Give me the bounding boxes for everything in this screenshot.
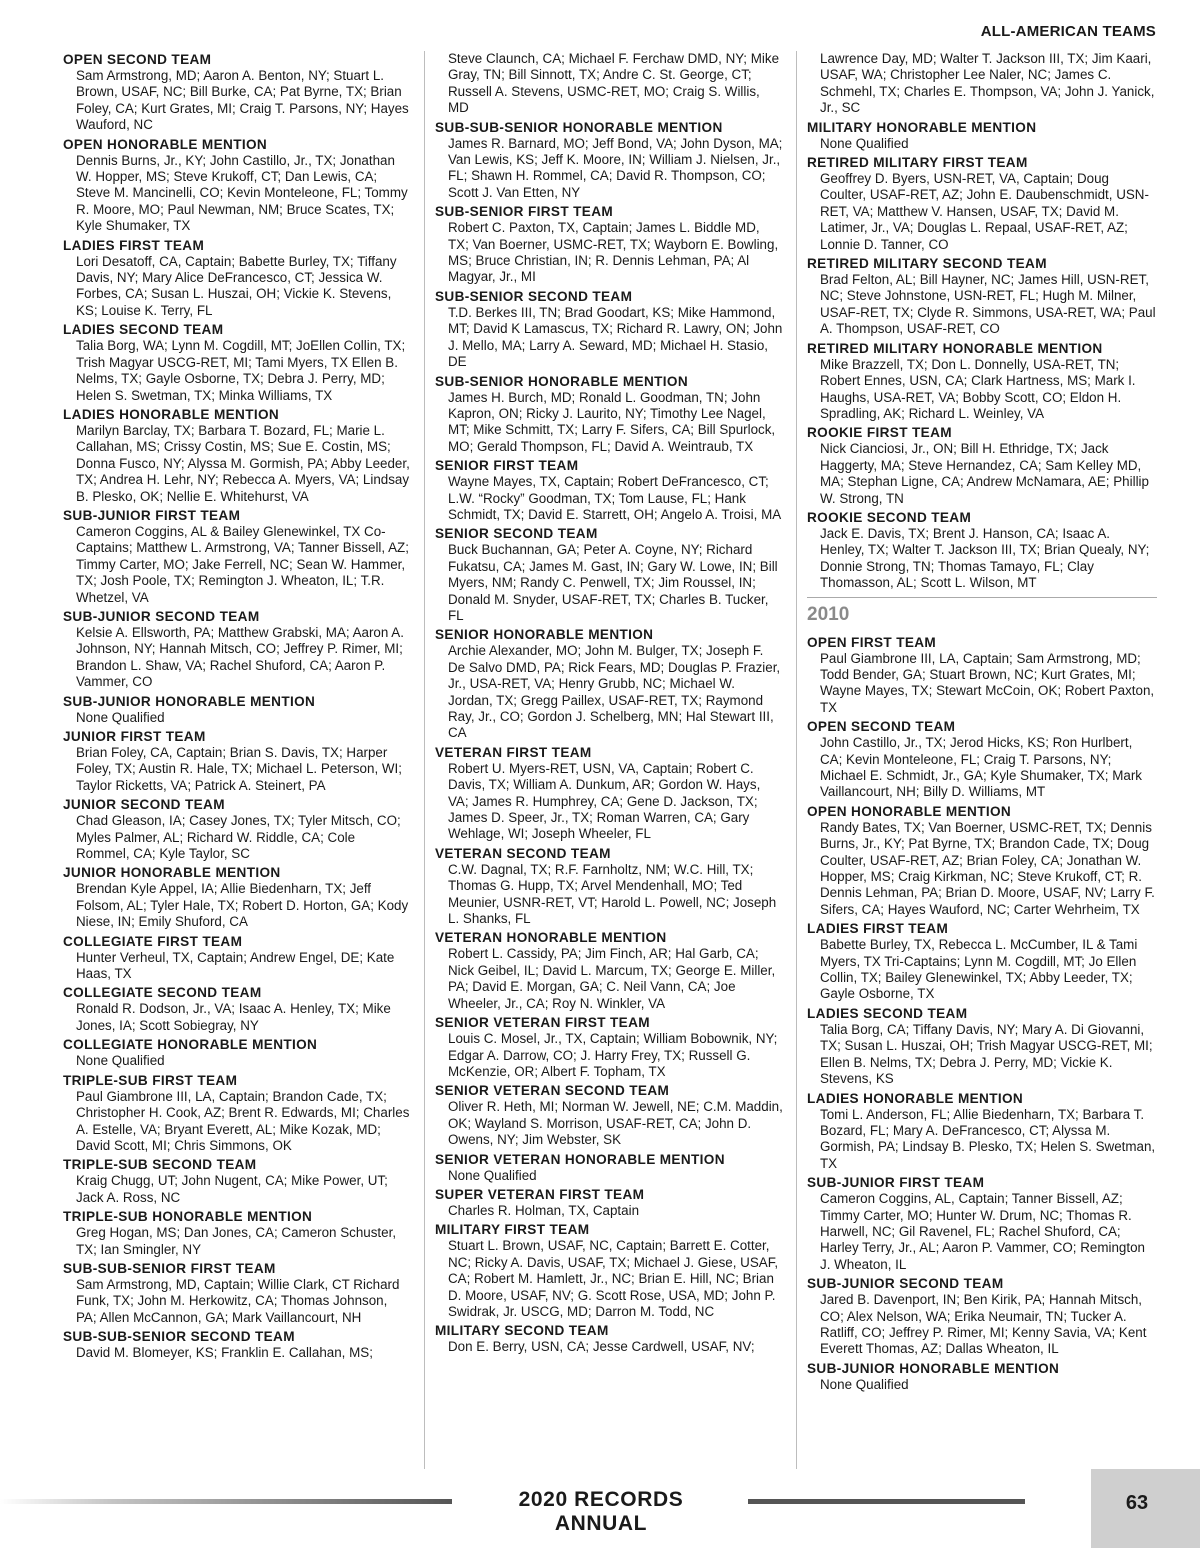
team-members: Paul Giambrone III, LA, Captain; Brandon Cade, TX; Christopher H. Cook, AZ; Brent R. Edwards, MI; Charles A. Estelle, VA; Bryant Everett, AL; Mike Kozak, MD; David Scott, MI; Chris Simmons, OK [76,1088,410,1153]
team-members: None Qualified [820,1376,909,1392]
team-heading: SENIOR SECOND TEAM [435,526,598,542]
team-heading: SENIOR VETERAN HONORABLE MENTION [435,1151,725,1167]
team-heading: RETIRED MILITARY HONORABLE MENTION [807,340,1103,356]
team-members: Brian Foley, CA, Captain; Brian S. Davis, TX; Harper Foley, TX; Austin R. Hale, TX; Michael L. Peterson, WI; Taylor Ricketts, VA; Patrick A. Steinert, PA [76,745,402,793]
team-members: Kelsie A. Ellsworth, PA; Matthew Grabski, MA; Aaron A. Johnson, NY; Hannah Mitsch, CO; Jeffrey P. Rimer, MI; Brandon L. Shaw, VA; Rachel Shuford, CA; Aaron P. Vammer, CO [76,624,404,690]
team-section [63,728,411,794]
team-section [435,288,783,371]
team-section [63,984,411,1034]
team-members: Brad Felton, AL; Bill Hayner, NC; James Hill, USN-RET, NC; Steve Johnstone, USN-RET, FL; Hugh M. Milner, USAF-RET, TX; Clyde R. Simmons, USA-RET, WA; Paul A. Thompson, USAF-RET, CO [820,272,1156,337]
team-section [63,693,411,726]
team-section [63,1036,411,1069]
team-heading: RETIRED MILITARY SECOND TEAM [807,256,1047,272]
team-section [435,51,783,117]
team-section [807,1174,1157,1273]
team-section [63,1156,411,1206]
team-section [435,1151,783,1184]
team-heading: COLLEGIATE FIRST TEAM [63,933,243,949]
team-heading: JUNIOR SECOND TEAM [63,797,225,813]
team-heading: ROOKIE SECOND TEAM [807,509,972,525]
team-section [435,373,783,456]
team-section [435,203,783,286]
team-section [63,321,411,404]
team-members: Brendan Kyle Appel, IA; Allie Biedenharn, TX; Jeff Folsom, AL; Tyler Hale, TX; Robert D. Horton, GA; Kody Niese, IN; Emily Shuford, CA [76,881,409,930]
team-members: John Castillo, Jr., TX; Jerod Hicks, KS; Ron Hurlbert, CA; Kevin Monteleone, FL; Craig T. Parsons, NY; Michael E. Schmidt, Jr., GA; Kyle Shumaker, TX; Mark Vaillancourt, NH; Billy D. Williams, MT [820,735,1142,800]
team-heading: TRIPLE-SUB HONORABLE MENTION [63,1209,313,1225]
team-heading: OPEN FIRST TEAM [807,634,937,650]
team-heading: SUPER VETERAN FIRST TEAM [435,1186,645,1202]
team-section [435,1322,783,1355]
team-heading: SUB-SENIOR HONORABLE MENTION [435,373,688,389]
team-members: Jared B. Davenport, IN; Ben Kirik, PA; Hannah Mitsch, CO; Alex Nelson, WA; Erika Neumair, TN; Tucker A. Ratliff, CO; Jeffrey P. Rimer, MI; Kenny Savia, VA; Kent Everett Thomas, AZ; Dallas Wheaton, IL [820,1292,1147,1357]
team-members: Don E. Berry, USN, CA; Jesse Cardwell, USAF, NV; [448,1339,755,1355]
team-heading: LADIES SECOND TEAM [63,322,224,338]
footer-rule-right [748,1499,1025,1504]
team-section [807,634,1157,717]
team-members: Babette Burley, TX, Rebecca L. McCumber, IL & Tami Myers, TX Tri-Captains; Lynn M. Cogdill, MT; Jo Ellen Collin, TX; Bailey Glenewinkel, TX; Abby Leeder, TX; Gayle Osborne, TX [820,937,1138,1002]
team-members: Louis C. Mosel, Jr., TX, Captain; William Bobownik, NY; Edgar A. Darrow, CO; J. Harry Frey, TX; Russell G. McKenzie, OR; Albert F. Topham, TX [448,1031,778,1079]
column-2 [435,51,783,1358]
team-members: Hunter Verheul, TX, Captain; Andrew Engel, DE; Kate Haas, TX [76,949,395,982]
team-members: Sam Armstrong, MD; Aaron A. Benton, NY; Stuart L. Brown, USAF, NC; Bill Burke, CA; Pat Byrne, TX; Brian Foley, CA; Kurt Grates, MI; Craig T. Parsons, NY; Hayes Wauford, NC [76,68,409,133]
team-heading: SUB-JUNIOR FIRST TEAM [807,1175,985,1191]
team-members: None Qualified [820,135,909,151]
team-heading: JUNIOR FIRST TEAM [63,729,206,744]
team-heading: COLLEGIATE HONORABLE MENTION [63,1037,318,1053]
team-heading: MILITARY HONORABLE MENTION [807,119,1037,135]
team-section [807,1005,1157,1088]
team-section [807,1090,1157,1173]
team-heading: OPEN SECOND TEAM [63,52,212,67]
team-heading: MILITARY SECOND TEAM [435,1323,609,1339]
team-section [435,1014,783,1080]
team-members: Nick Cianciosi, Jr., ON; Bill H. Ethridge, TX; Jack Haggerty, MA; Steve Hernandez, CA; Sam Kelley MD, MA; Stephan Ligne, CA; Andrew McNamara, AE; Phillip W. Strong, TN [820,441,1149,506]
team-section [807,920,1157,1003]
team-heading: LADIES HONORABLE MENTION [807,1090,1024,1106]
team-heading: SENIOR HONORABLE MENTION [435,627,654,643]
team-section [435,1221,783,1320]
team-members: None Qualified [76,1053,165,1069]
team-members: Robert C. Paxton, TX, Captain; James L. Biddle MD, TX; Van Boerner, USMC-RET, TX; Wayborn E. Bowling, MS; Bruce Christian, IN; R. Dennis Lehman, PA; Al Magyar, Jr., MI [448,220,779,285]
team-members: C.W. Dagnal, TX; R.F. Farnholtz, NM; W.C. Hill, TX; Thomas G. Hupp, TX; Arvel Mendenhall, MO; Ted Meunier, USNR-RET, VT; Harold L. Powell, NC; Joseph L. Shanks, FL [448,861,777,927]
team-section [435,1082,783,1148]
team-members: Geoffrey D. Byers, USN-RET, VA, Captain; Doug Coulter, USAF-RET, AZ; John E. Daubenschmidt, USN-RET, VA; Matthew V. Hansen, USAF, TX; David M. Latimer, Jr., VA; Douglas L. Repaal, USAF-RET, AZ; Lonnie D. Tanner, CO [820,171,1149,252]
team-section [63,1328,411,1361]
team-section [63,1072,411,1155]
team-section [63,406,411,505]
team-members: Oliver R. Heth, MI; Norman W. Jewell, NE; C.M. Maddin, OK; Wayland S. Morrison, USAF-RET, CA; John D. Owens, NY; Jim Webster, SK [448,1099,783,1148]
team-heading: SUB-SUB-SENIOR HONORABLE MENTION [435,119,723,135]
team-heading: OPEN SECOND TEAM [807,719,956,735]
team-heading: SUB-JUNIOR FIRST TEAM [63,507,241,523]
team-section [63,51,411,134]
team-heading: TRIPLE-SUB FIRST TEAM [63,1072,238,1088]
team-heading: SUB-JUNIOR SECOND TEAM [63,608,260,624]
team-section [63,136,411,235]
team-members: Paul Giambrone III, LA, Captain; Sam Armstrong, MD; Todd Bender, GA; Stuart Brown, NC; Kurt Grates, MI; Wayne Mayes, TX; Stewart McCoin, OK; Robert Paxton, TX [820,650,1155,715]
column-3 [807,51,1157,1395]
team-section [807,154,1157,253]
section-title: ALL-AMERICAN TEAMS [980,23,1156,40]
team-heading: JUNIOR HONORABLE MENTION [63,865,281,881]
team-members: Stuart L. Brown, USAF, NC, Captain; Barrett E. Cotter, NC; Ricky A. Davis, USAF, TX; Michael J. Giese, USAF, CA; Robert M. Hamlett, Jr., NC; Brian E. Hill, NC; Brian D. Moore, USAF, NV; G. Scott Rose, USA, MD; John P. Swidrak, Jr. USCG, MD; Darron M. Todd, NC [448,1238,779,1319]
team-members: Marilyn Barclay, TX; Barbara T. Bozard, FL; Marie L. Callahan, MS; Crissy Costin, MS; Sue E. Costin, MS; Donna Fusco, NY; Alyssa M. Gormish, PA; Abby Leeder, TX; Andrea H. Lehr, NY; Rebecca A. Myers, VA; Lindsay B. Plesko, OK; Nellie E. Whitehurst, VA [76,422,410,504]
team-members: Steve Claunch, CA; Michael F. Ferchaw DMD, NY; Mike Gray, TN; Bill Sinnott, TX; Andre C. St. George, CT; Russell A. Stevens, USMC-RET, MO; Craig S. Willis, MD [448,51,780,116]
team-members: Chad Gleason, IA; Casey Jones, TX; Tyler Mitsch, CO; Myles Palmer, AL; Richard W. Riddle, CA; Cole Rommel, CA; Kyle Taylor, SC [76,813,401,862]
team-section [435,1186,783,1219]
team-heading: TRIPLE-SUB SECOND TEAM [63,1157,257,1173]
team-members: T.D. Berkes III, TN; Brad Goodart, KS; Mike Hammond, MT; David K Lamascus, TX; Richard R. Lawry, ON; John J. Mello, MA; Larry A. Seward, MD; Michael H. Stasio, DE [448,304,783,370]
team-heading: OPEN HONORABLE MENTION [63,136,268,152]
team-members: Sam Armstrong, MD, Captain; Willie Clark, CT Richard Funk, TX; John M. Herkowitz, CA; Thomas Johnson, PA; Allen McCannon, GA; Mark Vaillancourt, NH [76,1276,400,1325]
team-heading: SENIOR VETERAN SECOND TEAM [435,1083,670,1099]
team-heading: SENIOR FIRST TEAM [435,458,579,474]
team-members: Robert U. Myers-RET, USN, VA, Captain; Robert C. Davis, TX; William A. Dunkum, AR; Gordon W. Hays, VA; James R. Humphrey, CA; Gene D. Jackson, TX; James D. Speer, Jr., TX; Roman Warren, CA; Gary Wehlage, WI; Joseph Wheeler, FL [448,760,761,842]
team-section [807,340,1157,423]
team-members: Wayne Mayes, TX, Captain; Robert DeFrancesco, CT; L.W. “Rocky” Goodman, TX; Tom Lause, FL; Hank Schmidt, TX; David E. Starrett, OH; Angelo A. Troisi, MA [448,474,782,522]
team-section [435,626,783,741]
team-section [63,507,411,606]
team-heading: MILITARY FIRST TEAM [435,1222,590,1238]
team-section [807,424,1157,507]
team-members: Jack E. Davis, TX; Brent J. Hanson, CA; Isaac A. Henley, TX; Walter T. Jackson III, TX; Brian Quealy, NY; Donnie Strong, TN; Thomas Tamayo, FL; Clay Thomasson, AL; Scott L. Wilson, MT [820,525,1150,591]
team-section [435,119,783,202]
team-members: Mike Brazzell, TX; Don L. Donnelly, USA-RET, TN; Robert Ennes, USN, CA; Clark Hartness, MS; Mark I. Haughs, USA-RET, VA; Bobby Scott, CO; Eldon H. Spradling, AK; Richard L. Weinley, VA [820,356,1136,421]
team-members: Talia Borg, CA; Tiffany Davis, NY; Mary A. Di Giovanni, TX; Susan L. Huszai, OH; Trish Magyar USCG-RET, MI; Ellen B. Nelms, TX; Debra J. Perry, MD; Vickie K. Stevens, KS [820,1021,1153,1087]
team-heading: VETERAN SECOND TEAM [435,845,611,861]
column-1 [63,51,411,1364]
team-heading: SUB-JUNIOR HONORABLE MENTION [807,1360,1060,1376]
team-members: None Qualified [448,1167,537,1183]
team-members: None Qualified [76,709,165,725]
team-section [63,796,411,862]
team-members: Cameron Coggins, AL, Captain; Tanner Bissell, AZ; Timmy Carter, MO; Hunter W. Drum, NC; Thomas R. Harwell, NC; Gil Ravenel, FL; Rachel Shuford, CA; Harley Terry, Jr., AL; Aaron P. Vammer, CO; Remington J. Wheaton, IL [820,1191,1145,1272]
team-members: Randy Bates, TX; Van Boerner, USMC-RET, TX; Dennis Burns, Jr., KY; Pat Byrne, TX; Brandon Cade, TX; Doug Coulter, USAF-RET, AZ; Brian Foley, CA; Jonathan W. Hopper, MS; Craig Kirkman, NC; Steve Krukoff, CT; R. Dennis Lehman, PA; Brian D. Moore, USAF, NV; Larry F. Sifers, CA; Hayes Wauford, NC; Carter Wehrheim, TX [820,819,1155,917]
team-members: James R. Barnard, MO; Jeff Bond, VA; John Dyson, MA; Van Lewis, KS; Jeff K. Moore, IN; William J. Nielsen, Jr., FL; Shawn H. Rommel, CA; David R. Thompson, CO; Scott J. Van Etten, NY [448,135,783,200]
team-section [63,608,411,691]
team-heading: SUB-SUB-SENIOR FIRST TEAM [63,1260,276,1276]
year-heading: 2010 [807,597,1157,626]
team-members: Ronald R. Dodson, Jr., VA; Isaac A. Henley, TX; Mike Jones, IA; Scott Sobiegray, NY [76,1001,391,1033]
column-divider [424,51,425,1469]
team-members: David M. Blomeyer, KS; Franklin E. Callahan, MS; [76,1345,373,1361]
team-section [807,51,1157,117]
team-heading: SUB-JUNIOR SECOND TEAM [807,1276,1004,1292]
team-heading: COLLEGIATE SECOND TEAM [63,985,262,1001]
team-heading: OPEN HONORABLE MENTION [807,803,1012,819]
team-heading: LADIES FIRST TEAM [63,237,205,253]
team-section [435,525,783,624]
team-members: Talia Borg, WA; Lynn M. Cogdill, MT; JoEllen Collin, TX; Trish Magyar USCG-RET, MI; Tami Myers, TX Ellen B. Nelms, TX; Gayle Osborne, TX; Debra J. Perry, MD; Helen S. Swetman, TX; Minka Williams, TX [76,338,406,403]
team-members: Charles R. Holman, TX, Captain [448,1202,640,1218]
team-members: Dennis Burns, Jr., KY; John Castillo, Jr., TX; Jonathan W. Hopper, MS; Steve Krukoff, CT; Dan Lewis, CA; Steve M. Mancinelli, CO; Kevin Monteleone, FL; Tommy R. Moore, MO; Paul Newman, NM; Bruce Scates, TX; Kyle Shumaker, TX [76,152,408,234]
team-section [63,933,411,983]
team-heading: VETERAN FIRST TEAM [435,744,592,760]
team-section [435,457,783,523]
team-members: Tomi L. Anderson, FL; Allie Biedenharn, TX; Barbara T. Bozard, FL; Mary A. DeFrancesco, CT; Alyssa M. Gormish, PA; Lindsay B. Plesko, TX; Helen S. Swetman, TX [820,1106,1156,1171]
team-heading: SENIOR VETERAN FIRST TEAM [435,1015,650,1031]
team-heading: VETERAN HONORABLE MENTION [435,930,667,946]
column-divider [796,51,797,1469]
team-members: Lori Desatoff, CA, Captain; Babette Burley, TX; Tiffany Davis, NY; Mary Alice DeFrancesco, CT; Jessica W. Forbes, CA; Susan L. Huszai, OH; Vickie K. Stevens, KS; Louise K. Terry, FL [76,253,397,318]
team-members: Cameron Coggins, AL & Bailey Glenewinkel, TX Co-Captains; Matthew L. Armstrong, VA; Tanner Bissell, AZ; Timmy Carter, MO; Jake Ferrell, NC; Sean W. Hammer, TX; Josh Poole, TX; Remington J. Wheaton, IL; T.R. Whetzel, VA [76,523,409,605]
team-section [807,803,1157,918]
team-heading: SUB-SUB-SENIOR SECOND TEAM [63,1329,295,1345]
team-heading: SUB-JUNIOR HONORABLE MENTION [63,693,316,709]
team-section [807,255,1157,338]
team-heading: SUB-SENIOR FIRST TEAM [435,204,614,220]
team-section [63,1208,411,1258]
team-members: Archie Alexander, MO; John M. Bulger, TX; Joseph F. De Salvo DMD, PA; Rick Fears, MD; Douglas P. Frazier, Jr., USA-RET, VA; Henry Grubb, NC; Michael W. Jordan, TX; Gregg Paillex, USAF-RET, TX; Raymond Ray, Jr., CO; Gordon J. Schelberg, MN; Hal Stewart III, CA [448,643,781,741]
team-section [807,1360,1157,1393]
team-section [807,509,1157,592]
team-members: James H. Burch, MD; Ronald L. Goodman, TN; John Kapron, ON; Ricky J. Laurito, NY; Timothy Lee Nagel, MT; Mike Schmitt, TX; Larry F. Sifers, CA; Bill Spurlock, MO; Gerald Thompson, FL; David A. Weintraub, TX [448,389,776,454]
footer-title: 2020 RECORDS ANNUAL [518,1488,684,1535]
team-members: Greg Hogan, MS; Dan Jones, CA; Cameron Schuster, TX; Ian Smingler, NY [76,1225,397,1257]
team-heading: SUB-SENIOR SECOND TEAM [435,288,633,304]
team-members: Kraig Chugg, UT; John Nugent, CA; Mike Power, UT; Jack A. Ross, NC [76,1173,388,1205]
team-section [807,718,1157,801]
team-heading: LADIES SECOND TEAM [807,1005,968,1021]
team-section [63,864,411,930]
team-section [435,929,783,1012]
team-section [435,744,783,843]
team-section [807,1275,1157,1358]
team-section [435,845,783,928]
team-section [63,1260,411,1326]
team-heading: ROOKIE FIRST TEAM [807,425,952,441]
team-section [807,119,1157,152]
team-section [63,237,411,320]
team-heading: LADIES FIRST TEAM [807,921,949,937]
page-number: 63 [1125,1492,1149,1514]
team-members: Robert L. Cassidy, PA; Jim Finch, AR; Hal Garb, CA; Nick Geibel, IL; David L. Marcum, TX; George E. Miller, PA; David E. Morgan, GA; C. Neil Vann, CA; Joe Wheeler, Jr., CA; Roy N. Winkler, VA [448,946,776,1011]
team-members: Lawrence Day, MD; Walter T. Jackson III, TX; Jim Kaari, USAF, WA; Christopher Lee Naler, NC; James C. Schmehl, TX; Charles E. Thompson, VA; John J. Yanick, Jr., SC [820,51,1155,116]
team-heading: RETIRED MILITARY FIRST TEAM [807,155,1028,171]
team-heading: LADIES HONORABLE MENTION [63,406,280,422]
team-members: Buck Buchannan, GA; Peter A. Coyne, NY; Richard Fukatsu, CA; James M. Gast, IN; Gary W. Lowe, IN; Bill Myers, NM; Randy C. Penwell, TX; Jim Roussel, IN; Donald M. Snyder, USAF-RET, TX; Charles B. Tucker, FL [448,542,778,623]
footer-rule-left [0,1499,452,1504]
